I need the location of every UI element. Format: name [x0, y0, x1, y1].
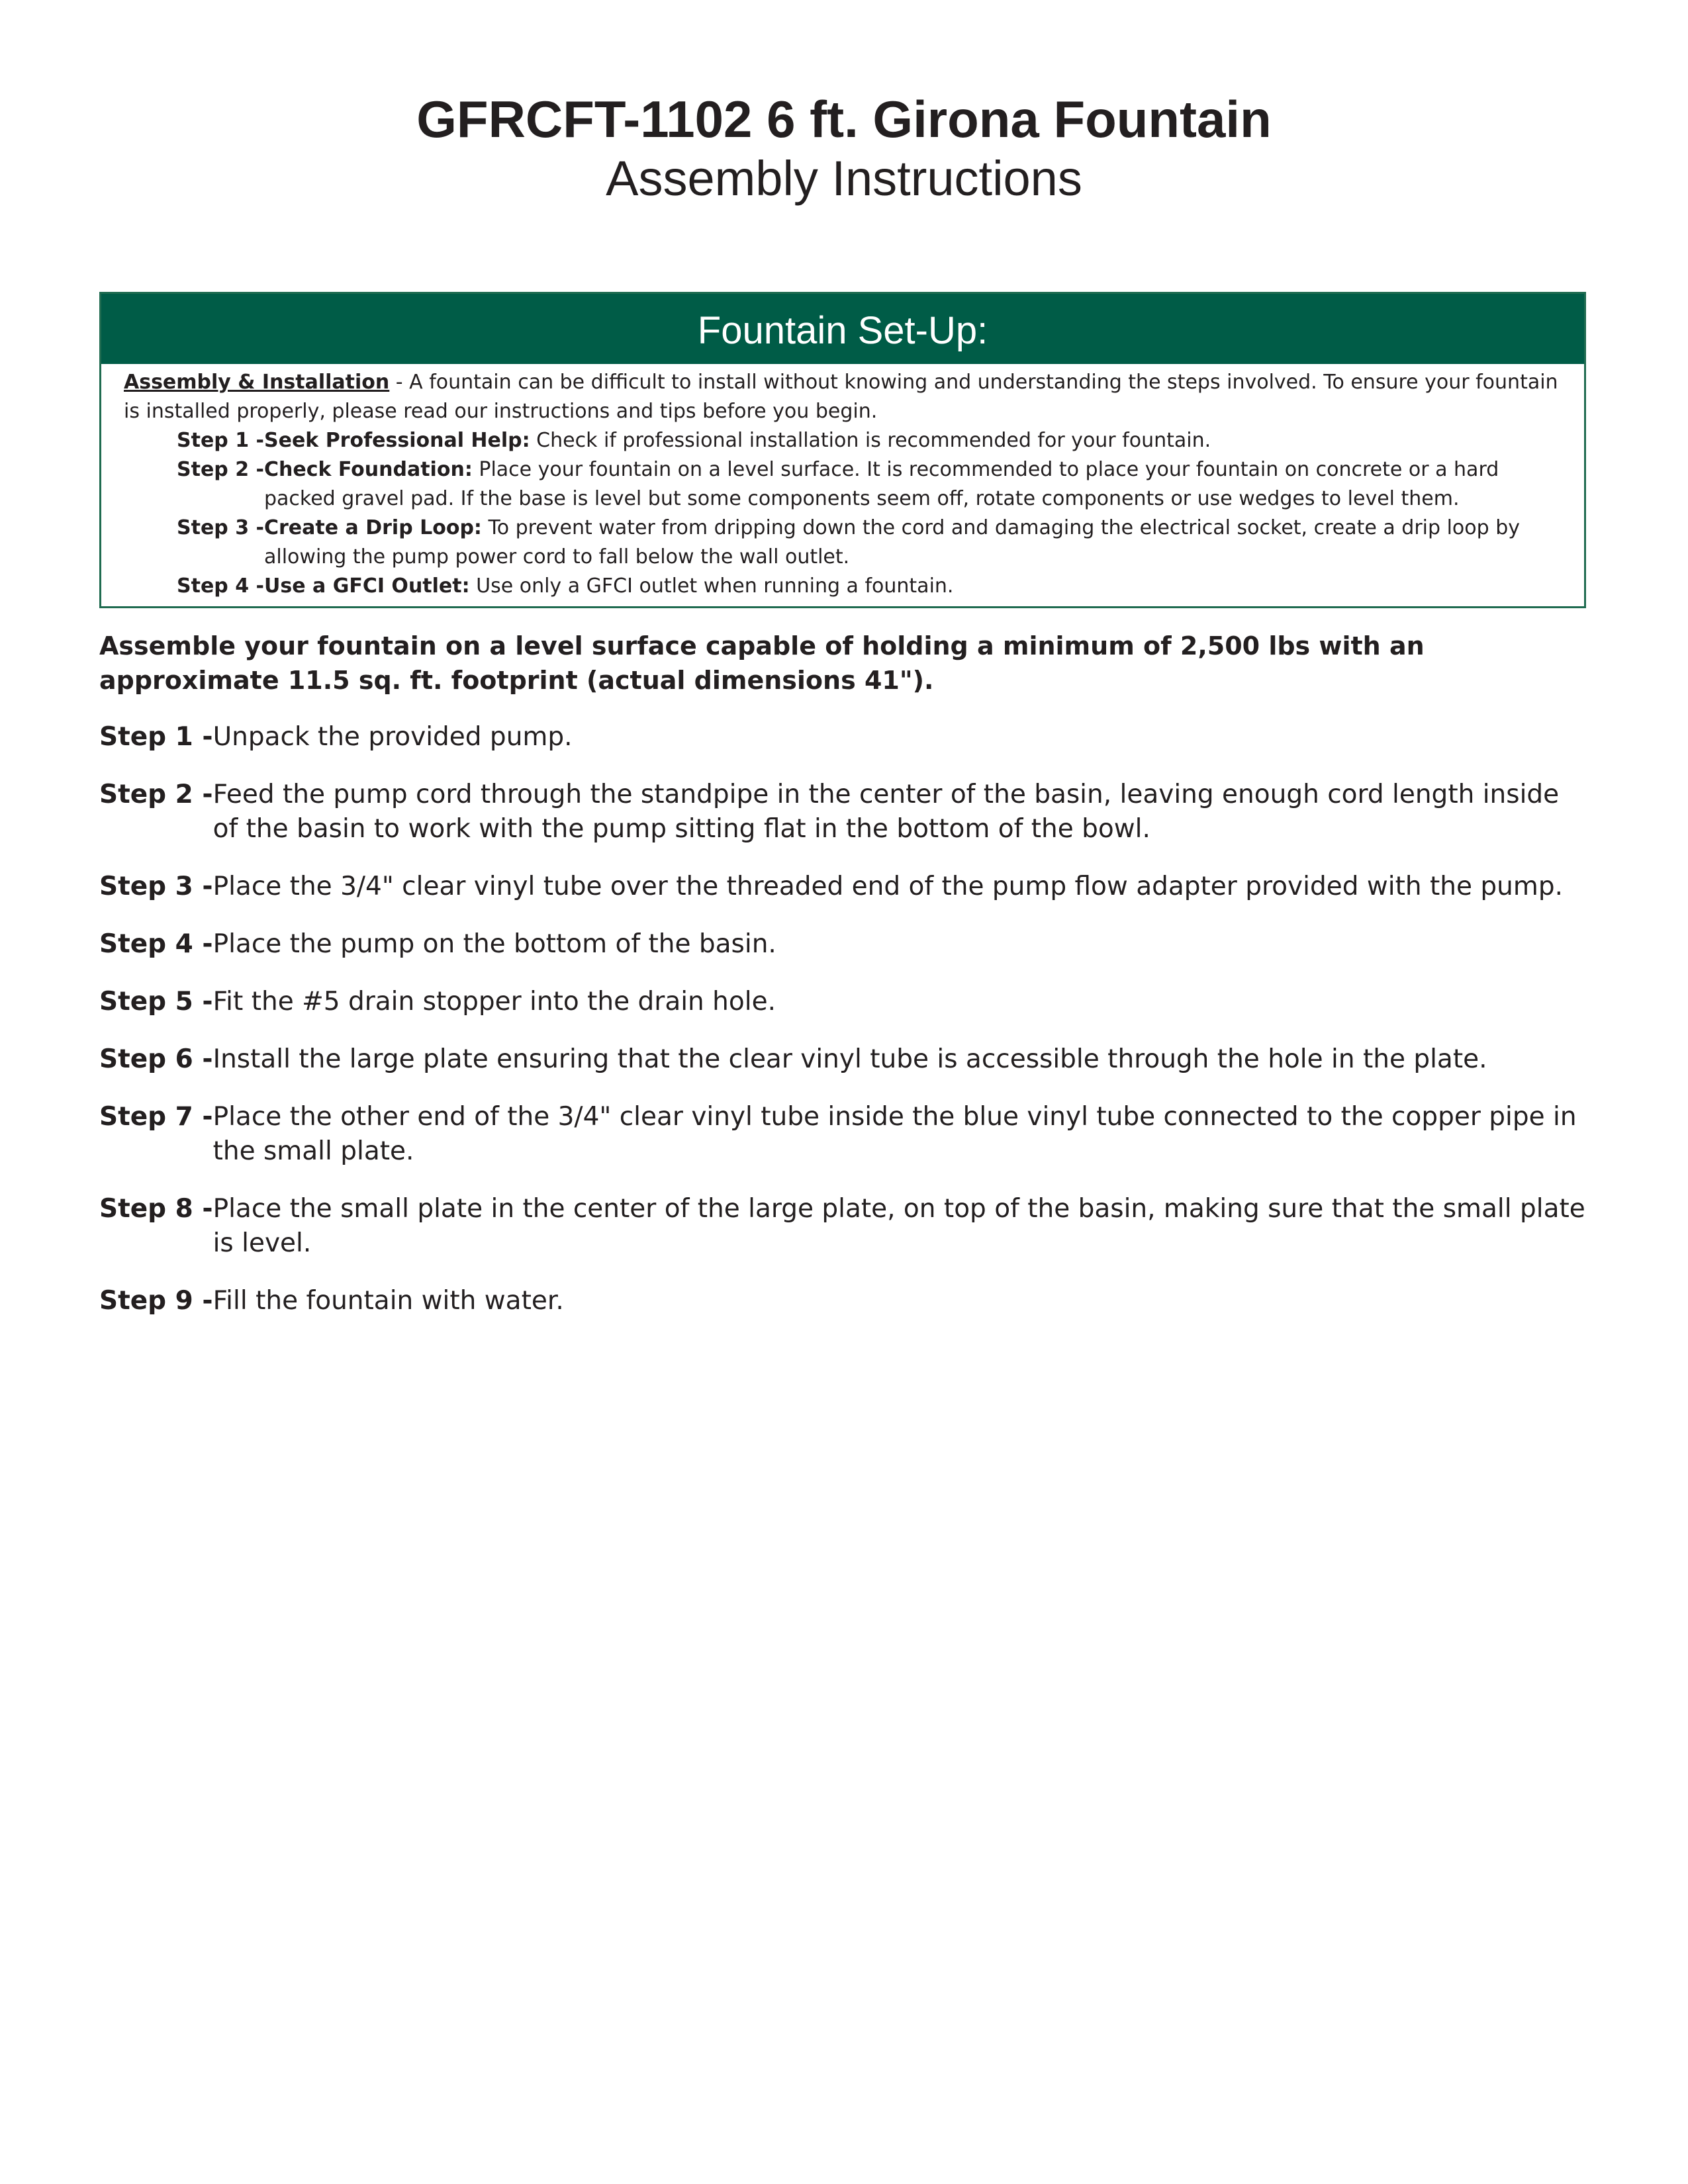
step-number: Step 8 - — [99, 1194, 213, 1224]
setup-step-text — [264, 572, 1562, 601]
step-text: Place the 3/4" clear vinyl tube over the threaded end of the pump flow adapter provided with the pump. — [212, 872, 1564, 901]
step-text: Fit the #5 drain stopper into the drain hole. — [212, 987, 776, 1017]
setup-step-number: Step 3 - — [177, 516, 264, 539]
step-text: Place the pump on the bottom of the basin. — [212, 929, 776, 959]
step-number: Step 4 - — [99, 929, 213, 959]
step-number: Step 9 - — [99, 1286, 213, 1316]
assembly-step — [99, 870, 1589, 904]
assembly-steps — [99, 720, 1589, 1342]
setup-step-number: Step 4 - — [177, 574, 264, 598]
step-number: Step 6 - — [99, 1044, 213, 1074]
setup-intro-text: - A fountain can be difficult to install without knowing and understanding the steps involved. To ensure your fountain is installed properly, please read our instructions and tips before you begin. — [124, 371, 1558, 423]
setup-step-title: Seek Professional Help: — [264, 429, 530, 452]
setup-step-number: Step 1 - — [177, 429, 264, 452]
step-number: Step 2 - — [99, 780, 213, 809]
assembly-step — [99, 927, 1589, 962]
assembly-step — [99, 778, 1589, 846]
assembly-step — [99, 985, 1589, 1019]
setup-step-text — [264, 426, 1562, 455]
setup-heading: Fountain Set-Up: — [101, 294, 1584, 364]
setup-step — [124, 455, 1562, 514]
setup-intro-lead: Assembly & Installation — [124, 371, 390, 394]
setup-step-description: To prevent water from dripping down the cord and damaging the electrical socket, create a drip loop by allowing the pump power cord to fall below the wall outlet. — [264, 516, 1521, 569]
document-subtitle: Assembly Instructions — [606, 151, 1082, 206]
assembly-step — [99, 1284, 1589, 1318]
setup-step-text — [264, 455, 1562, 514]
setup-step — [124, 514, 1562, 572]
assembly-step — [99, 1192, 1589, 1261]
setup-step — [124, 426, 1562, 455]
step-text: Install the large plate ensuring that the clear vinyl tube is accessible through the hole in the plate. — [212, 1044, 1487, 1074]
step-number: Step 3 - — [99, 872, 213, 901]
step-number: Step 1 - — [99, 722, 213, 752]
step-text: Feed the pump cord through the standpipe in the center of the basin, leaving enough cord length inside of the basin to work with the pump sitting flat in the bottom of the bowl. — [212, 780, 1560, 844]
surface-requirement-note: Assemble your fountain on a level surface capable of holding a minimum of 2,500 lbs with an approximate 11.5 sq. ft. footprint (actual dimensions 41"). — [99, 631, 1425, 695]
fountain-setup-box — [99, 292, 1586, 608]
assembly-step — [99, 720, 1589, 754]
setup-step — [124, 572, 1562, 601]
assembly-step — [99, 1042, 1589, 1077]
setup-step-description: Use only a GFCI outlet when running a fountain. — [469, 574, 954, 598]
step-text: Place the other end of the 3/4" clear vinyl tube inside the blue vinyl tube connected to the copper pipe in the small plate. — [212, 1102, 1577, 1166]
setup-intro — [124, 368, 1562, 426]
step-text: Unpack the provided pump. — [212, 722, 573, 752]
setup-step-title: Create a Drip Loop: — [264, 516, 482, 539]
setup-step-number: Step 2 - — [177, 458, 264, 481]
step-text: Fill the fountain with water. — [212, 1286, 564, 1316]
setup-step-description: Place your fountain on a level surface. It is recommended to place your fountain on concrete or a hard packed gravel pad. If the base is level but some components seem off, rotate components or use wedges to level them. — [264, 458, 1499, 510]
step-text: Place the small plate in the center of the large plate, on top of the basin, making sure that the small plate is level. — [212, 1194, 1585, 1258]
document-title: GFRCFT-1102 6 ft. Girona Fountain — [416, 90, 1272, 148]
setup-step-description: Check if professional installation is recommended for your fountain. — [530, 429, 1211, 452]
setup-body — [101, 364, 1584, 601]
step-number: Step 7 - — [99, 1102, 213, 1132]
setup-step-title: Check Foundation: — [264, 458, 473, 481]
step-number: Step 5 - — [99, 987, 213, 1017]
assembly-step — [99, 1100, 1589, 1169]
setup-step-title: Use a GFCI Outlet: — [264, 574, 470, 598]
setup-step-text — [264, 514, 1562, 572]
